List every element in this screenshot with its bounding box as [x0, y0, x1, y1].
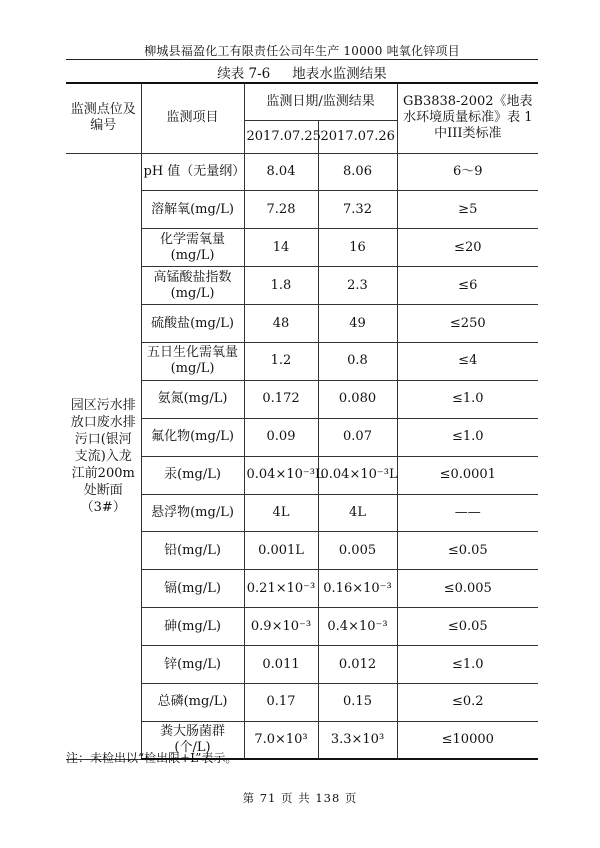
- value-cell-date-2: 16: [318, 229, 397, 267]
- value-cell-date-2: 0.16×10⁻³: [318, 570, 397, 608]
- standard-cell: ≤1.0: [397, 418, 538, 456]
- value-cell-date-1: 0.04×10⁻³L: [244, 456, 318, 494]
- standard-cell: ≤10000: [397, 721, 538, 759]
- item-cell: 汞(mg/L): [141, 456, 244, 494]
- header-site: 监测点位及编号: [66, 83, 141, 153]
- value-cell-date-2: 0.080: [318, 380, 397, 418]
- monitoring-table: [66, 82, 538, 760]
- header-standard: GB3838-2002《地表水环境质量标准》表 1 中III类标准: [397, 83, 538, 153]
- value-cell-date-1: 0.17: [244, 683, 318, 721]
- standard-cell: ≤0.2: [397, 683, 538, 721]
- table-caption: [66, 62, 538, 82]
- value-cell-date-1: 0.9×10⁻³: [244, 608, 318, 646]
- header-rule: [66, 59, 538, 60]
- value-cell-date-1: 7.28: [244, 191, 318, 229]
- item-cell: 总磷(mg/L): [141, 683, 244, 721]
- site-cell: 园区污水排放口废水排污口(银河支流)入龙江前200m 处断面（3#）: [66, 153, 141, 759]
- value-cell-date-2: 0.8: [318, 342, 397, 380]
- value-cell-date-1: 1.2: [244, 342, 318, 380]
- standard-cell: ≤0.05: [397, 608, 538, 646]
- standard-cell: ≤6: [397, 267, 538, 305]
- standard-cell: ——: [397, 494, 538, 532]
- item-cell: pH 值（无量纲）: [141, 153, 244, 191]
- item-cell: 氨氮(mg/L): [141, 380, 244, 418]
- value-cell-date-1: 0.09: [244, 418, 318, 456]
- value-cell-date-2: 3.3×10³: [318, 721, 397, 759]
- item-cell: 铅(mg/L): [141, 532, 244, 570]
- header-date-1: 2017.07.25: [244, 120, 318, 153]
- item-cell: 溶解氧(mg/L): [141, 191, 244, 229]
- item-cell: 锌(mg/L): [141, 646, 244, 684]
- header-date-2: 2017.07.26: [318, 120, 397, 153]
- page-header: 柳城县福盈化工有限责任公司年生产 10000 吨氧化锌项目: [144, 44, 460, 58]
- value-cell-date-2: 8.06: [318, 153, 397, 191]
- value-cell-date-1: 0.011: [244, 646, 318, 684]
- value-cell-date-1: 0.21×10⁻³: [244, 570, 318, 608]
- table-title: 地表水监测结果: [292, 66, 387, 82]
- value-cell-date-2: 0.005: [318, 532, 397, 570]
- header-item: 监测项目: [141, 83, 244, 153]
- item-cell: 镉(mg/L): [141, 570, 244, 608]
- item-cell: 砷(mg/L): [141, 608, 244, 646]
- value-cell-date-1: 0.172: [244, 380, 318, 418]
- standard-cell: ≥5: [397, 191, 538, 229]
- value-cell-date-1: 14: [244, 229, 318, 267]
- value-cell-date-2: 0.4×10⁻³: [318, 608, 397, 646]
- item-cell: 高锰酸盐指数(mg/L): [141, 267, 244, 305]
- item-cell: 五日生化需氧量(mg/L): [141, 342, 244, 380]
- value-cell-date-2: 0.04×10⁻³L: [318, 456, 397, 494]
- table-header-row: [66, 83, 538, 120]
- value-cell-date-1: 8.04: [244, 153, 318, 191]
- item-cell: 粪大肠菌群(个/L): [141, 721, 244, 759]
- standard-cell: ≤0.0001: [397, 456, 538, 494]
- value-cell-date-1: 1.8: [244, 267, 318, 305]
- standard-cell: ≤1.0: [397, 380, 538, 418]
- value-cell-date-1: 48: [244, 305, 318, 343]
- table-number: 续表 7-6: [217, 66, 271, 82]
- standard-cell: ≤250: [397, 305, 538, 343]
- value-cell-date-2: 0.07: [318, 418, 397, 456]
- standard-cell: ≤0.05: [397, 532, 538, 570]
- item-cell: 硫酸盐(mg/L): [141, 305, 244, 343]
- table-row: [66, 153, 538, 191]
- value-cell-date-2: 4L: [318, 494, 397, 532]
- item-cell: 悬浮物(mg/L): [141, 494, 244, 532]
- standard-cell: 6～9: [397, 153, 538, 191]
- item-cell: 化学需氧量(mg/L): [141, 229, 244, 267]
- value-cell-date-2: 49: [318, 305, 397, 343]
- standard-cell: ≤1.0: [397, 646, 538, 684]
- value-cell-date-2: 0.012: [318, 646, 397, 684]
- table-note: 注：未检出以“检出限+L”表示。: [66, 751, 238, 765]
- value-cell-date-1: 0.001L: [244, 532, 318, 570]
- value-cell-date-2: 0.15: [318, 683, 397, 721]
- value-cell-date-2: 2.3: [318, 267, 397, 305]
- value-cell-date-1: 4L: [244, 494, 318, 532]
- standard-cell: ≤4: [397, 342, 538, 380]
- item-cell: 氟化物(mg/L): [141, 418, 244, 456]
- value-cell-date-2: 7.32: [318, 191, 397, 229]
- standard-cell: ≤20: [397, 229, 538, 267]
- value-cell-date-1: 7.0×10³: [244, 721, 318, 759]
- standard-cell: ≤0.005: [397, 570, 538, 608]
- header-dates-group: 监测日期/监测结果: [244, 83, 397, 120]
- page-footer: 第 71 页 共 138 页: [242, 791, 358, 805]
